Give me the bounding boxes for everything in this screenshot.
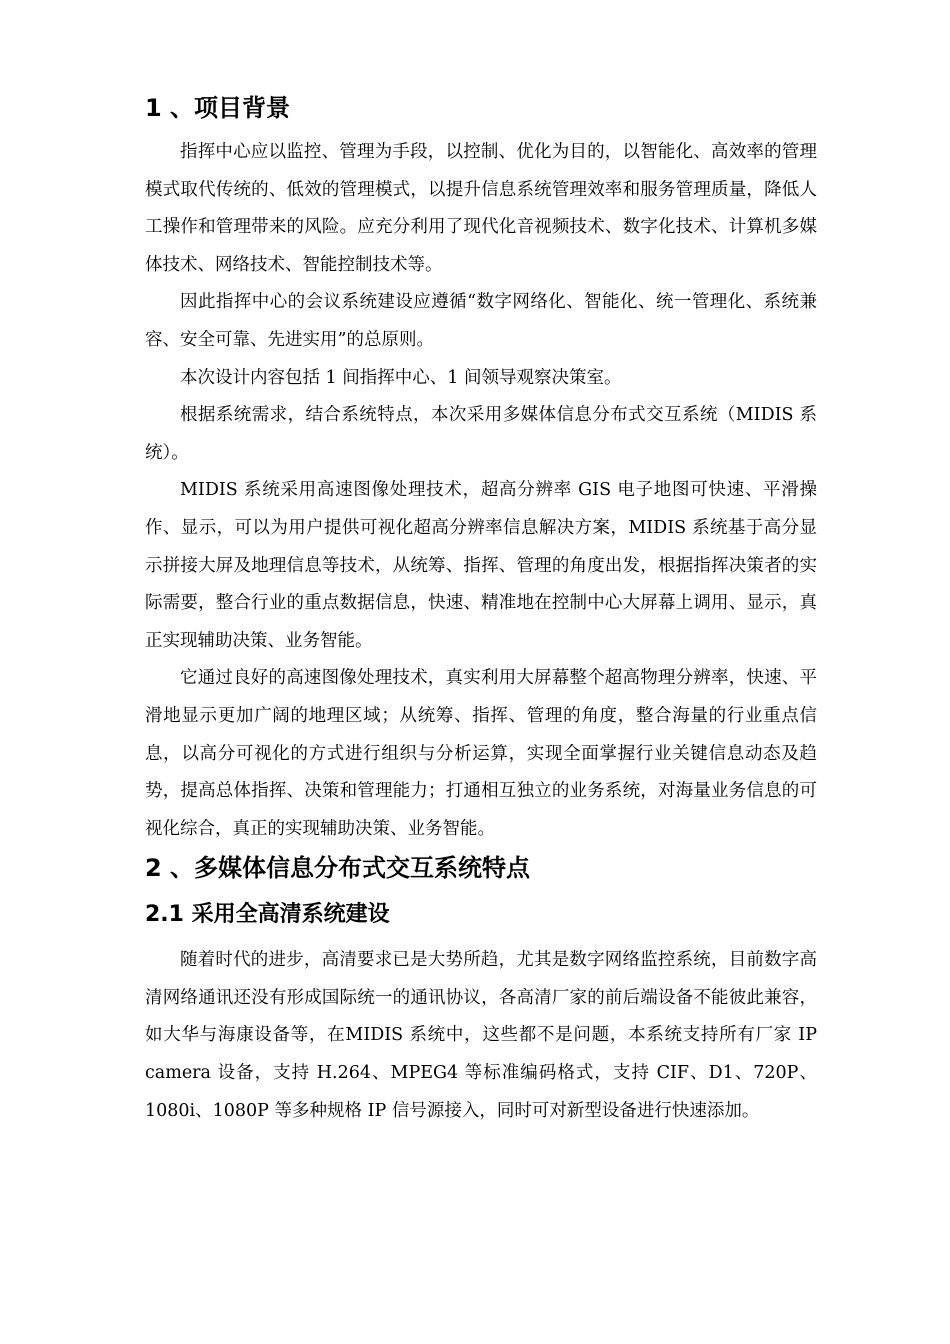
paragraph: 随着时代的进步，高清要求已是大势所趋，尤其是数字网络监控系统，目前数字高清网络通讯还没有形成国际统一的通讯协议，各高清厂家的前后端设备不能彼此兼容，如大华与海康设备等，在MIDIS 系统中，这些都不是问题，本系统支持所有厂家 IP camera 设备，支持 H.264、MPEG4 等标准编码格式，支持 CIF、D1、720P、1080i、1080P 等多种规格 IP 信号源接入，同时可对新型设备进行快速添加。 bbox=[145, 950, 817, 1121]
section-1-heading: 1 、项目背景 bbox=[145, 94, 291, 122]
section-1-body bbox=[145, 134, 817, 848]
paragraph: MIDIS 系统采用高速图像处理技术，超高分辨率 GIS 电子地图可快速、平滑操作、显示，可以为用户提供可视化超高分辨率信息解决方案，MIDIS 系统基于高分显示拼接大屏及地理信息等技术，从统筹、指挥、管理的角度出发，根据指挥决策者的实际需要，整合行业的重点数据信息，快速、精准地在控制中心大屏幕上调用、显示，真正实现辅助决策、业务智能。 bbox=[145, 480, 817, 651]
section-2-1-heading: 2.1 采用全高清系统建设 bbox=[145, 902, 390, 928]
paragraph: 本次设计内容包括 1 间指挥中心、1 间领导观察决策室。 bbox=[180, 367, 622, 388]
section-2-1-body bbox=[145, 942, 817, 1130]
paragraph: 因此指挥中心的会议系统建设应遵循“数字网络化、智能化、统一管理化、系统兼容、安全可靠、先进实用”的总原则。 bbox=[145, 292, 817, 350]
section-2-heading: 2 、多媒体信息分布式交互系统特点 bbox=[145, 854, 531, 883]
paragraph: 根据系统需求，结合系统特点，本次采用多媒体信息分布式交互系统（MIDIS 系统）。 bbox=[145, 405, 817, 463]
document-page bbox=[145, 92, 817, 1130]
paragraph: 它通过良好的高速图像处理技术，真实利用大屏幕整个超高物理分辨率，快速、平滑地显示更加广阔的地理区域；从统筹、指挥、管理的角度，整合海量的行业重点信息，以高分可视化的方式进行组织与分析运算，实现全面掌握行业关键信息动态及趋势，提高总体指挥、决策和管理能力；打通相互独立的业务系统，对海量业务信息的可视化综合，真正的实现辅助决策、业务智能。 bbox=[145, 668, 817, 839]
paragraph: 指挥中心应以监控、管理为手段，以控制、优化为目的，以智能化、高效率的管理模式取代传统的、低效的管理模式，以提升信息系统管理效率和服务管理质量，降低人工操作和管理带来的风险。应充分利用了现代化音视频技术、数字化技术、计算机多媒体技术、网络技术、智能控制技术等。 bbox=[145, 142, 817, 275]
